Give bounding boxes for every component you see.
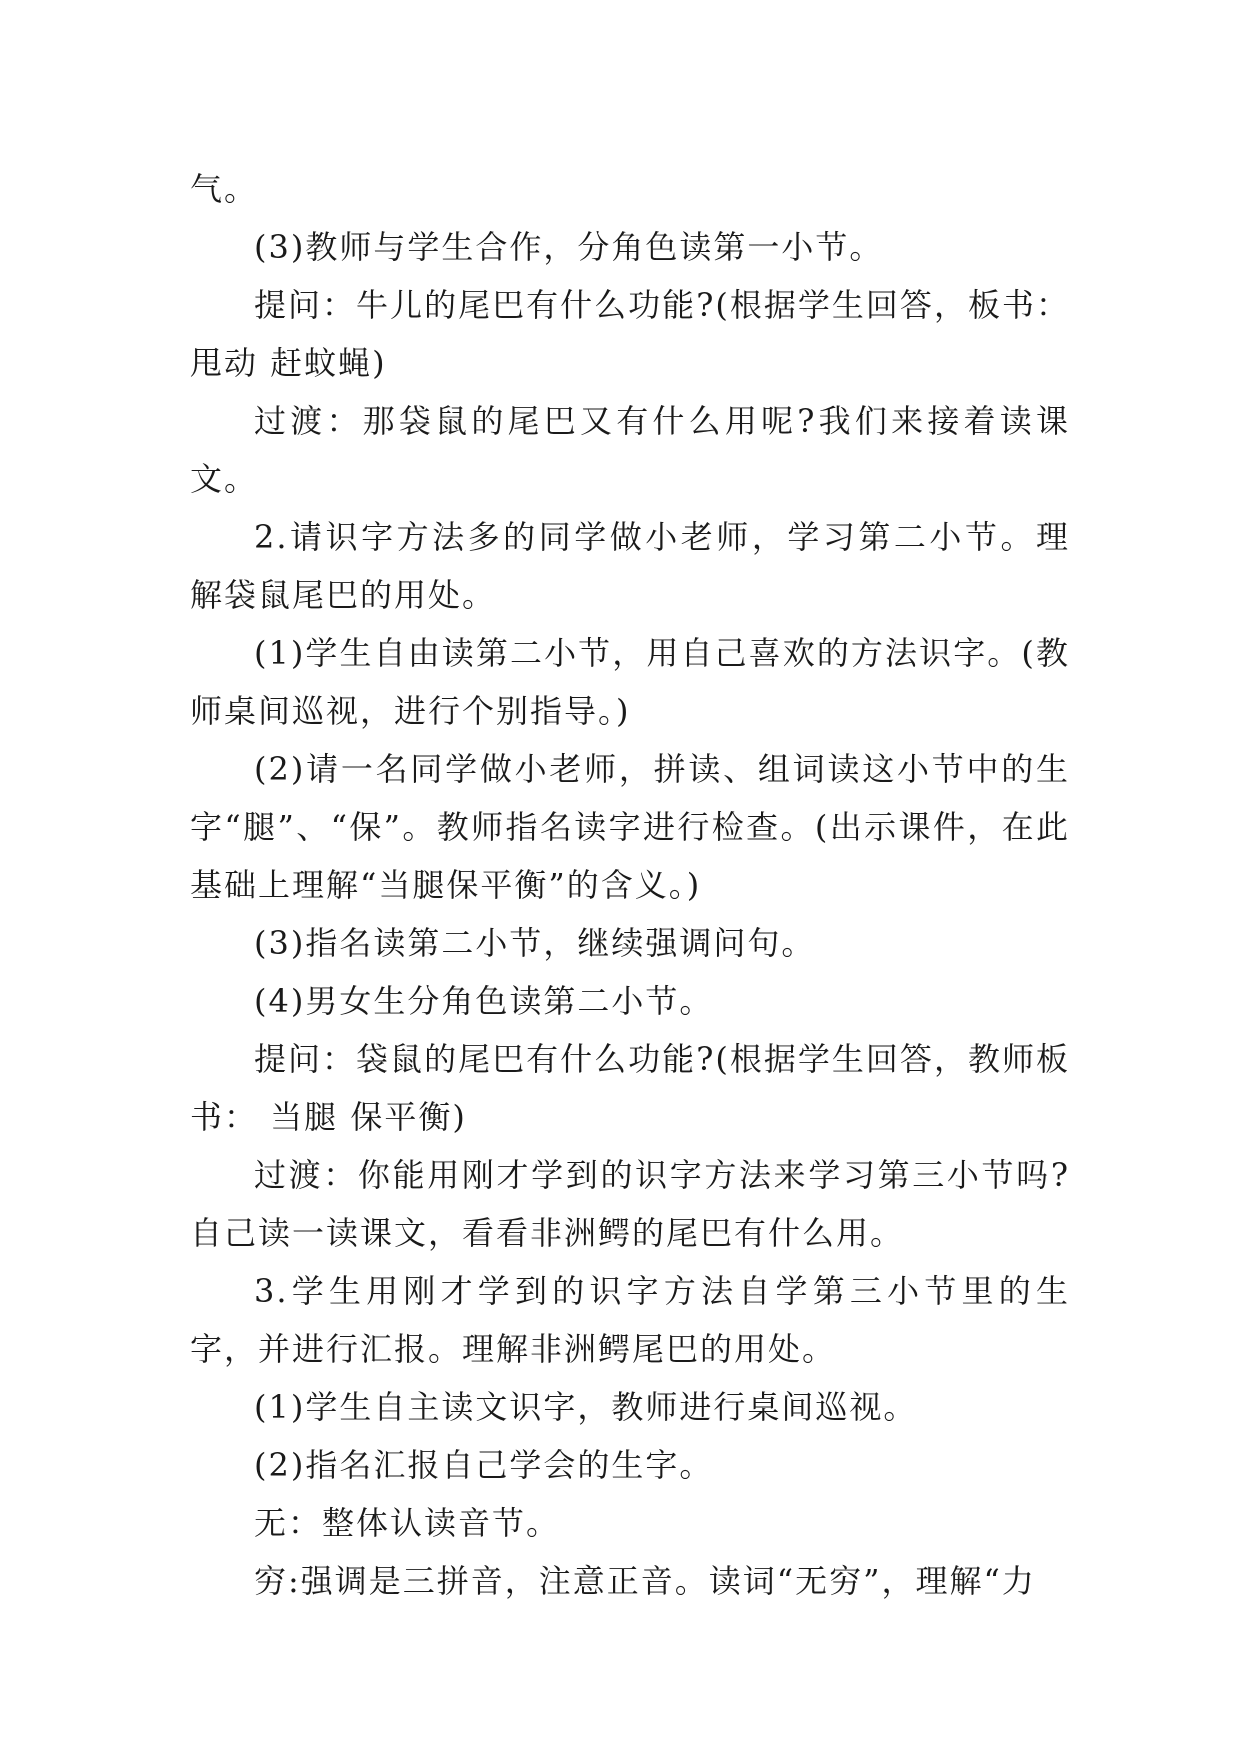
paragraph: (1)学生自由读第二小节，用自己喜欢的方法识字。(教师桌间巡视，进行个别指导。) bbox=[190, 634, 1070, 730]
paragraph: 提问：牛儿的尾巴有什么功能?(根据学生回答，板书：甩动 赶蚊蝇) bbox=[190, 286, 1070, 382]
paragraph: (2)请一名同学做小老师，拼读、组词读这小节中的生字“腿”、“保”。教师指名读字进行检查。(出示课件，在此基础上理解“当腿保平衡”的含义。) bbox=[190, 750, 1070, 904]
paragraph: 穷:强调是三拼音，注意正音。读词“无穷”，理解“力 bbox=[254, 1562, 1036, 1600]
paragraph: 2.请识字方法多的同学做小老师，学习第二小节。理解袋鼠尾巴的用处。 bbox=[190, 518, 1070, 614]
paragraph: (4)男女生分角色读第二小节。 bbox=[254, 982, 714, 1020]
document-body bbox=[190, 160, 1070, 1610]
paragraph: (3)教师与学生合作，分角色读第一小节。 bbox=[254, 228, 884, 266]
paragraph: 气。 bbox=[190, 170, 259, 208]
paragraph: 3.学生用刚才学到的识字方法自学第三小节里的生字，并进行汇报。理解非洲鳄尾巴的用处。 bbox=[190, 1272, 1070, 1368]
paragraph: (3)指名读第二小节，继续强调问句。 bbox=[254, 924, 816, 962]
paragraph: (2)指名汇报自己学会的生字。 bbox=[254, 1446, 714, 1484]
paragraph: 过渡：那袋鼠的尾巴又有什么用呢?我们来接着读课文。 bbox=[190, 402, 1070, 498]
paragraph: (1)学生自主读文识字，教师进行桌间巡视。 bbox=[254, 1388, 918, 1426]
paragraph: 过渡：你能用刚才学到的识字方法来学习第三小节吗?自己读一读课文，看看非洲鳄的尾巴有什么用。 bbox=[190, 1156, 1070, 1252]
paragraph: 提问：袋鼠的尾巴有什么功能?(根据学生回答，教师板书： 当腿 保平衡) bbox=[190, 1040, 1070, 1136]
paragraph: 无：整体认读音节。 bbox=[254, 1504, 561, 1542]
